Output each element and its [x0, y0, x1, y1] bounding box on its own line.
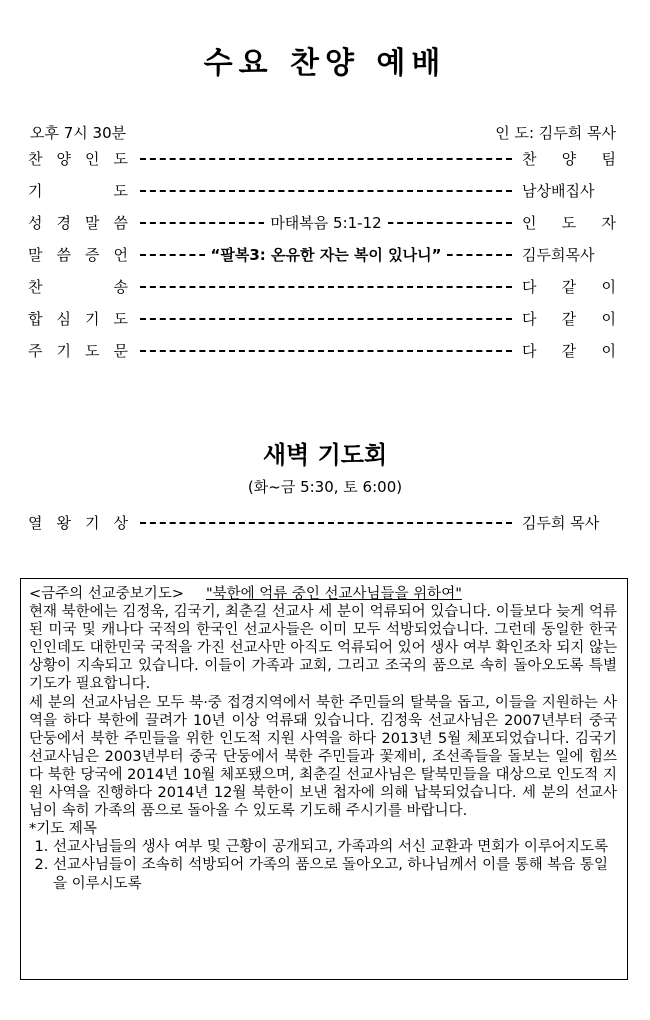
dawn-prayer-time: (화~금 5:30, 토 6:00): [247, 478, 403, 496]
order-label-char: 증: [85, 246, 100, 264]
order-label-char: 말: [28, 246, 43, 264]
order-leader-line: [140, 340, 512, 362]
order-person: [522, 308, 616, 330]
order-leader-line: [140, 512, 512, 534]
page-title: 수요 찬양 예배: [203, 46, 447, 81]
order-person: [522, 340, 616, 362]
order-label-char: 열: [28, 514, 43, 532]
order-label-char: 도: [113, 182, 128, 200]
service-leader: 인 도: 김두희 목사: [495, 124, 616, 142]
order-detail-wrap: [140, 244, 512, 266]
order-label-char: 주: [28, 342, 43, 360]
dashed-divider: [140, 350, 512, 352]
dashed-divider: [140, 158, 512, 160]
order-label-char: 심: [56, 310, 71, 328]
order-person: [522, 276, 616, 298]
order-label-char: 말: [85, 214, 100, 232]
order-label: [28, 244, 128, 266]
order-label-char: 기: [85, 310, 100, 328]
order-label-char: 도: [113, 150, 128, 168]
order-label-char: 도: [85, 342, 100, 360]
order-label-char: 언: [113, 246, 128, 264]
order-person-part: 자: [601, 214, 616, 232]
order-person-part: 다: [522, 342, 537, 360]
order-person: [522, 180, 616, 202]
order-label: [28, 308, 128, 330]
order-row: [28, 276, 618, 298]
prayer-list: [29, 838, 617, 892]
order-label-char: 경: [56, 214, 71, 232]
order-person: [522, 512, 616, 534]
mission-header: [29, 585, 617, 603]
dashed-divider: [140, 318, 512, 320]
order-label-char: 찬: [28, 278, 43, 296]
order-label-char: 찬: [28, 150, 43, 168]
order-row: [28, 308, 618, 330]
mission-heading: <금주의 선교중보기도>: [29, 586, 184, 602]
order-label-char: 도: [113, 310, 128, 328]
order-label-char: 인: [85, 150, 100, 168]
order-label-char: 양: [56, 150, 71, 168]
order-person-part: 김두희 목사: [522, 514, 600, 532]
order-label: [28, 340, 128, 362]
mission-topic: "북한에 억류 중인 선교사님들을 위하여": [205, 586, 462, 602]
order-person-part: 김두희목사: [522, 246, 595, 264]
order-person-part: 인: [522, 214, 537, 232]
dashed-divider: [140, 286, 512, 288]
order-person-part: 팀: [601, 150, 616, 168]
order-label-char: 합: [28, 310, 43, 328]
order-label: [28, 148, 128, 170]
order-row: [28, 180, 618, 202]
order-leader-line: [140, 244, 512, 266]
mission-paragraph: 현재 북한에는 김정욱, 김국기, 최춘길 선교사 세 분이 억류되어 있습니다. 이들보다 늦게 억류된 미국 및 캐나다 국적의 한국인 선교사들은 이미 모두 석방되었습니다. 그런데 동일한 한국인인데도 대한민국 국적을 가진 선교사만 아직도 억류되어 있어 생사 여부 확인조차 되지 않는 상황이 지속되고 있습니다. 이들이 가족과 교회, 그리고 조국의 품으로 속히 돌아오도록 특별기도가 필요합니다.: [29, 604, 617, 693]
order-person-part: 남상배집사: [522, 182, 595, 200]
order-person-part: 이: [601, 278, 616, 296]
order-label-char: 송: [113, 278, 128, 296]
order-leader-line: [140, 276, 512, 298]
prayer-item: 2. 선교사님들이 조속히 석방되어 가족의 품으로 돌아오고, 하나님께서 이를 통해 복음 통일을 이루시도록: [53, 856, 617, 892]
dawn-prayer-title: 새벽 기도회: [262, 441, 388, 469]
order-person-part: 같: [561, 310, 577, 328]
order-label: [28, 276, 128, 298]
service-meta: [30, 122, 616, 142]
order-row: [28, 148, 618, 170]
order-label-char: 씀: [113, 214, 128, 232]
order-person-part: 다: [522, 278, 537, 296]
order-person-part: 다: [522, 310, 537, 328]
order-label: [28, 212, 128, 234]
order-label: [28, 180, 128, 202]
order-leader-line: [140, 148, 512, 170]
order-person-part: 같: [561, 278, 577, 296]
order-label-char: 기: [28, 182, 43, 200]
order-detail: “팔복3: 온유한 자는 복이 있나니”: [205, 246, 448, 264]
order-label-char: 왕: [56, 514, 71, 532]
order-person: [522, 148, 616, 170]
order-row: [28, 244, 618, 266]
mission-paragraph: 세 분의 선교사님은 모두 북·중 접경지역에서 북한 주민들의 탈북을 돕고, 이들을 지원하는 사역을 하다 북한에 끌려가 10년 이상 억류돼 있습니다. 김정욱 선교사님은 2007년부터 중국 단둥에서 북한 주민들을 위한 인도적 지원 사역을 하다 2013년 5월 체포되었습니다. 김국기 선교사님은 2003년부터 중국 단둥에서 북한 주민들과 꽃제비, 조선족들을 돌보는 일에 힘쓰다 북한 당국에 2014년 10월 체포됐으며, 최춘길 선교사님은 탈북민들을 대상으로 인도적 지원 사역을 진행하다 2014년 12월 북한이 보낸 첩자에 의해 납북되었습니다. 세 분의 선교사님이 속히 가족의 품으로 돌아올 수 있도록 기도해 주시기를 바랍니다.: [29, 694, 617, 820]
order-person: [522, 244, 616, 266]
order-label: [28, 512, 128, 534]
service-time: 오후 7시 30분: [30, 124, 127, 142]
order-label-char: 기: [56, 342, 71, 360]
order-person-part: 같: [561, 342, 577, 360]
order-label-char: 성: [28, 214, 43, 232]
order-person-part: 이: [601, 342, 616, 360]
order-label-char: 상: [113, 514, 128, 532]
prayer-heading: *기도 제목: [29, 821, 97, 838]
order-person-part: 이: [601, 310, 616, 328]
order-row: [28, 340, 618, 362]
order-label-char: 씀: [56, 246, 71, 264]
mission-prayer-box: [20, 578, 628, 980]
order-row: [28, 512, 618, 534]
order-person: [522, 212, 616, 234]
order-detail-wrap: [140, 212, 512, 234]
order-leader-line: [140, 308, 512, 330]
order-person-part: 양: [561, 150, 577, 168]
order-leader-line: [140, 180, 512, 202]
order-person-part: 찬: [522, 150, 537, 168]
dashed-divider: [140, 190, 512, 192]
order-leader-line: [140, 212, 512, 234]
prayer-item: 1. 선교사님들의 생사 여부 및 근황이 공개되고, 가족과의 서신 교환과 면회가 이루어지도록: [53, 838, 617, 856]
order-label-char: 문: [113, 342, 128, 360]
order-row: [28, 212, 618, 234]
order-detail: 마태복음 5:1-12: [264, 214, 387, 232]
order-person-part: 도: [561, 214, 577, 232]
dashed-divider: [140, 522, 512, 524]
order-label-char: 기: [85, 514, 100, 532]
